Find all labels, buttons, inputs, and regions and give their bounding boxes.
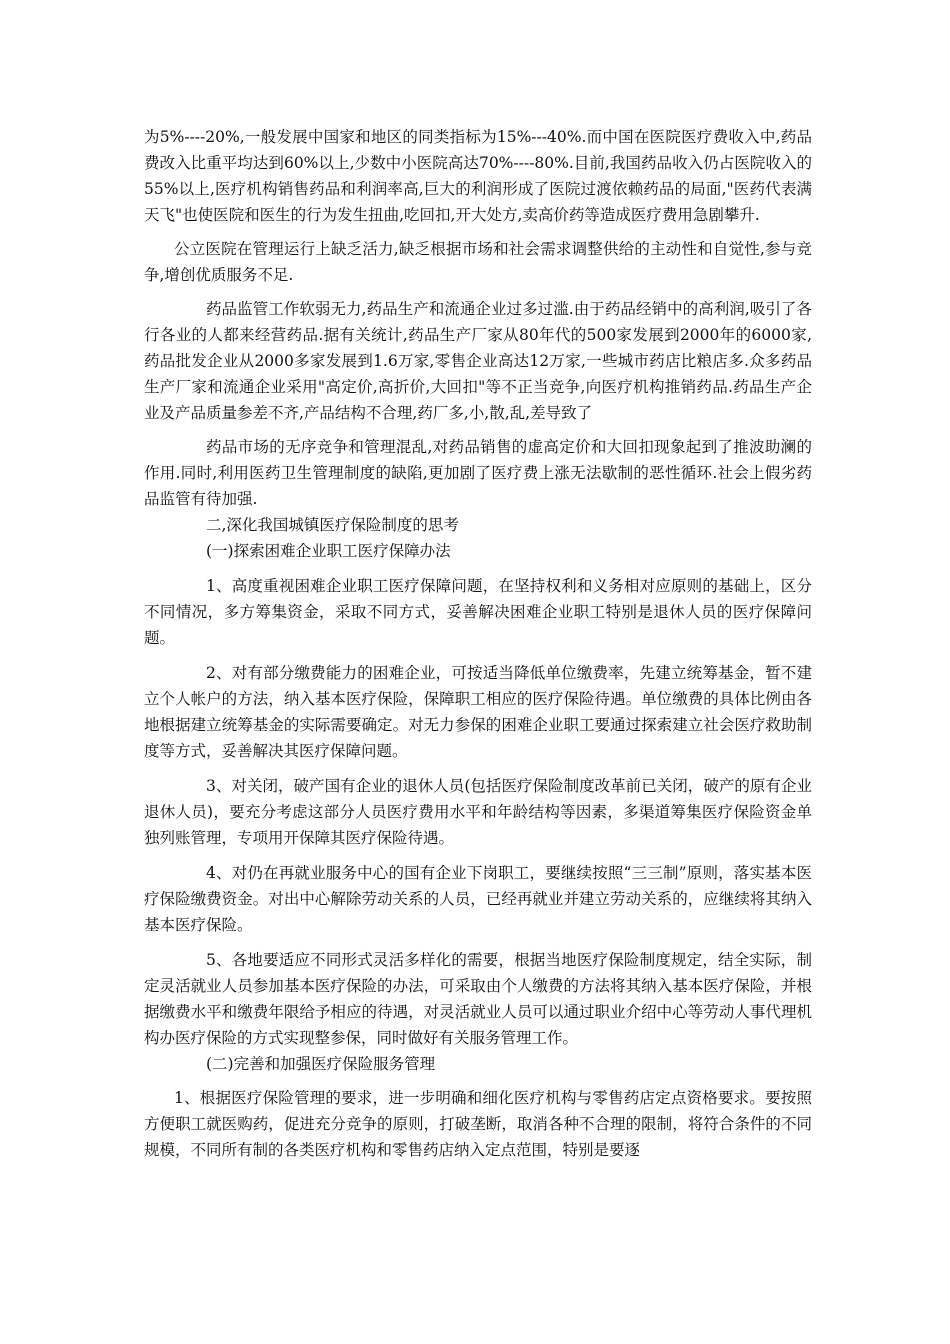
paragraph-item-1: 1、高度重视困难企业职工医疗保障问题，在坚持权利和义务相对应原则的基础上，区分不同情况，多方筹集资金，采取不同方式，妥善解决困难企业职工特别是退休人员的医疗保障问题。 [144, 577, 812, 647]
paragraph-item-2: 2、对有部分缴费能力的困难企业，可按适当降低单位缴费率，先建立统筹基金，暂不建立个人帐户的方法，纳入基本医疗保险，保障职工相应的医疗保险待遇。单位缴费的具体比例由各地根据建立统筹基金的实际需要确定。对无力参保的困难企业职工要通过探索建立社会医疗救助制度等方式，妥善解决其医疗保障问题。 [144, 664, 812, 760]
paragraph-item-3: 3、对关闭，破产国有企业的退休人员(包括医疗保险制度改革前已关闭，破产的原有企业退休人员)，要充分考虑这部分人员医疗费用水平和年龄结构等因素，多渠道筹集医疗保险资金单独列账管理，专项用开保障其医疗保险待遇。 [144, 777, 812, 847]
paragraph-item-4: 4、对仍在再就业服务中心的国有企业下岗职工，要继续按照“三三制”原则，落实基本医疗保险缴费资金。对出中心解除劳动关系的人员，已经再就业并建立劳动关系的，应继续将其纳入基本医疗保险。 [144, 864, 812, 934]
subsection-heading-two: (二)完善和加强医疗保险服务管理 [206, 1055, 436, 1073]
paragraph-public-hospital-management: 公立医院在管理运行上缺乏活力,缺乏根据市场和社会需求调整供给的主动性和自觉性,参与竞争,增创优质服务不足. [144, 240, 812, 284]
paragraph-drug-revenue-continued: 为5%----20%,一般发展中国家和地区的同类指标为15%---40%.而中国在医院医疗费收入中,药品费改入比重平均达到60%以上,少数中小医院高达70%----80%.目前,我国药品收入仍占医院收入的55%以上,医疗机构销售药品和利润率高,巨大的利润形成了医院过渡依赖药品的局面,"医药代表满天飞"也使医院和医生的行为发生扭曲,吃回扣,开大处方,卖高价药等造成医疗费用急剧攀升. [144, 128, 812, 224]
paragraph-service-item-1: 1、根据医疗保险管理的要求，进一步明确和细化医疗机构与零售药店定点资格要求。要按照方便职工就医购药，促进充分竞争的原则，打破垄断，取消各种不合理的限制，将符合条件的不同规模，不同所有制的各类医疗机构和零售药店纳入定点范围，特别是要逐 [144, 1089, 812, 1159]
document-body [144, 124, 812, 1163]
subsection-heading-one: (一)探索困难企业职工医疗保障办法 [206, 542, 451, 560]
paragraph-drug-supervision: 药品监管工作软弱无力,药品生产和流通企业过多过滥.由于药品经销中的高利润,吸引了各行各业的人都来经营药品.据有关统计,药品生产厂家从80年代的500家发展到2000年的6000家,药品批发企业从2000多家发展到1.6万家,零售企业高达12万家,一些城市药店比粮店多.众多药品生产厂家和流通企业采用"高定价,高折价,大回扣"等不正当竞争,向医疗机构推销药品.药品生产企业及产品质量参差不齐,产品结构不合理,药厂多,小,散,乱,差导致了 [144, 300, 812, 422]
section-heading-two: 二,深化我国城镇医疗保险制度的思考 [206, 516, 459, 534]
paragraph-drug-market-disorder: 药品市场的无序竞争和管理混乱,对药品销售的虚高定价和大回扣现象起到了推波助澜的作用.同时,利用医药卫生管理制度的缺陷,更加剧了医疗费上涨无法歇制的恶性循环.社会上假劣药品监管有待加强. [144, 438, 812, 508]
paragraph-item-5: 5、各地要适应不同形式灵活多样化的需要，根据当地医疗保险制度规定，结全实际，制定灵活就业人员参加基本医疗保险的办法，可采取由个人缴费的方法将其纳入基本医疗保险，并根据缴费水平和缴费年限给予相应的待遇，对灵活就业人员可以通过职业介绍中心等劳动人事代理机构办医疗保险的方式实现整参保，同时做好有关服务管理工作。 [144, 951, 812, 1047]
